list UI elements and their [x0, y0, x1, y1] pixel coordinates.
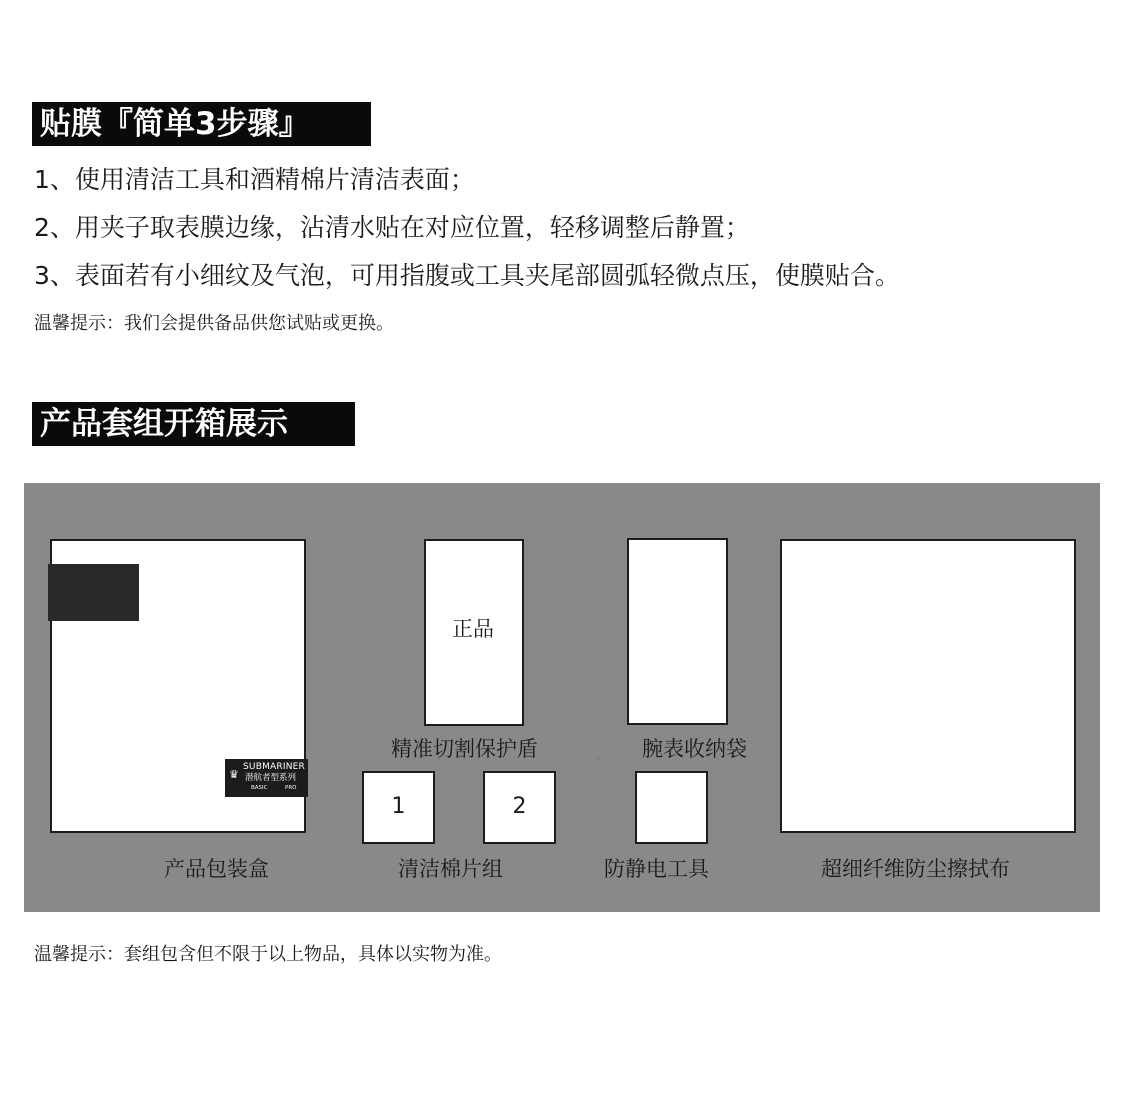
section-heading-film-steps: 贴膜『简单3步骤』 [32, 102, 371, 146]
anti-static-tool-box [635, 771, 708, 844]
film-caption: 精准切割保护盾 [391, 737, 538, 761]
badge-line-4: PRO [285, 785, 297, 791]
badge-line-2: 潜航者型系列 [245, 773, 297, 783]
alcohol-wipe-2 [483, 771, 556, 844]
genuine-label: 正品 [452, 617, 494, 641]
stray-dot [597, 758, 599, 760]
section-heading-unboxing: 产品套组开箱展示 [32, 402, 355, 446]
package-box-tab [48, 564, 139, 621]
step-3-text: 3、表面若有小细纹及气泡，可用指腹或工具夹尾部圆弧轻微点压，使膜贴合。 [34, 261, 900, 290]
wipe-2-number: 2 [512, 794, 527, 819]
wipe-1-number: 1 [391, 794, 406, 819]
wipes-caption: 清洁棉片组 [398, 857, 503, 881]
spare-film-tip: 温馨提示：我们会提供备品供您试贴或更换。 [34, 313, 394, 334]
crown-icon: ♛ [229, 768, 239, 781]
tool-caption: 防静电工具 [604, 857, 709, 881]
step-1-text: 1、使用清洁工具和酒精棉片清洁表面； [34, 165, 475, 194]
kit-display-panel [24, 483, 1100, 912]
badge-line-1: SUBMARINER [243, 762, 305, 772]
protective-film-box [424, 539, 524, 726]
cloth-caption: 超细纤维防尘擦拭布 [821, 857, 1010, 881]
badge-line-3: BASIC [251, 785, 268, 791]
kit-contents-tip: 温馨提示：套组包含但不限于以上物品，具体以实物为准。 [34, 944, 502, 965]
pouch-caption: 腕表收纳袋 [642, 737, 747, 761]
cleaning-cloth-box [780, 539, 1076, 833]
watch-pouch-box [627, 538, 728, 725]
alcohol-wipe-1 [362, 771, 435, 844]
package-caption: 产品包装盒 [164, 857, 269, 881]
step-2-text: 2、用夹子取表膜边缘，沾清水贴在对应位置，轻移调整后静置； [34, 213, 750, 242]
submariner-badge [225, 759, 308, 797]
